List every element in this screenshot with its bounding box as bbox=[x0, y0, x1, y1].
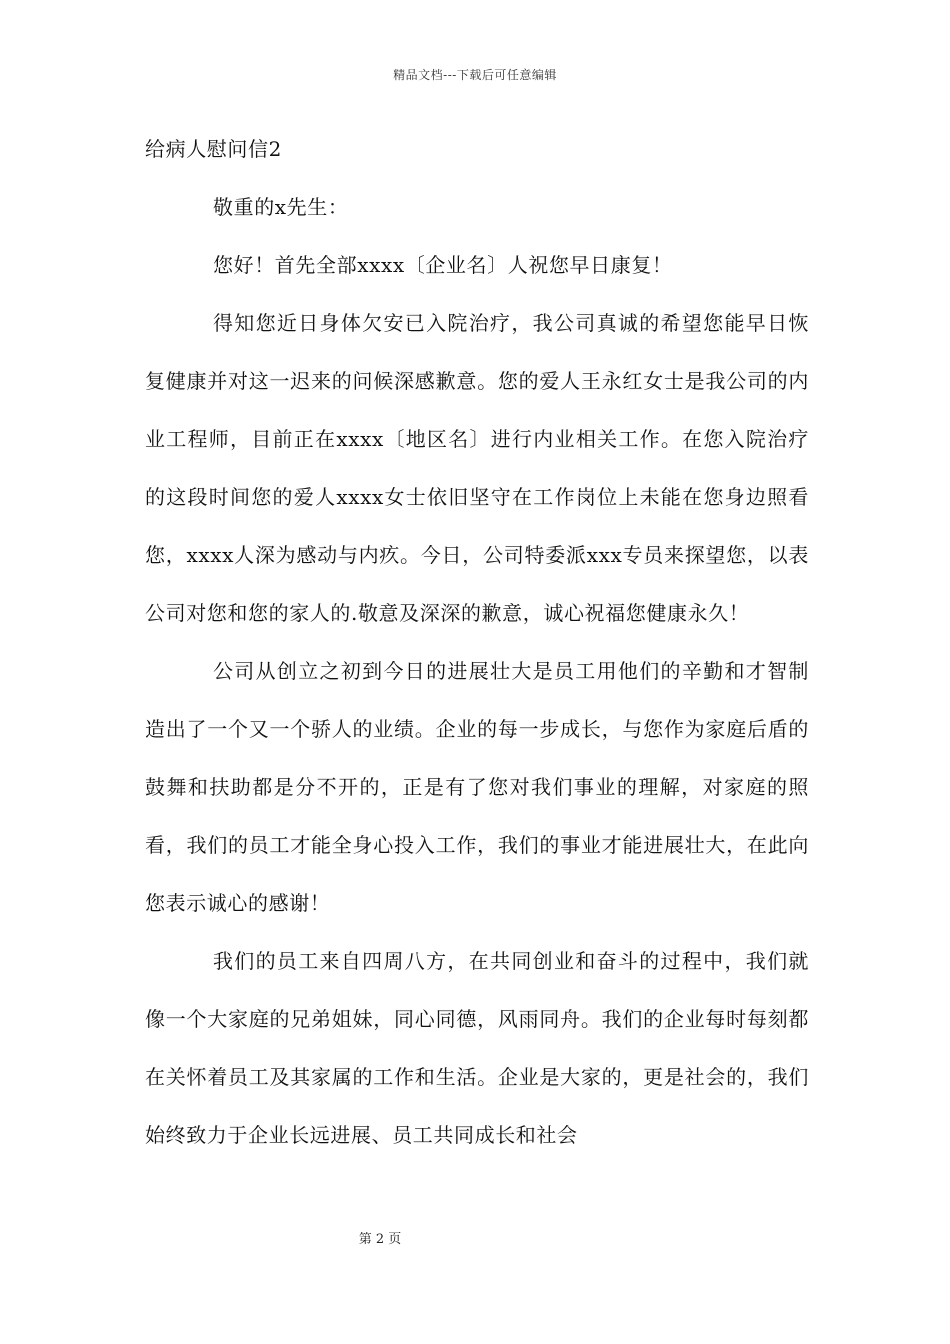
page-number: 第 2 页 bbox=[358, 1232, 402, 1247]
letter-body bbox=[145, 120, 809, 1164]
letter-salutation: 敬重的x先生： bbox=[213, 195, 349, 219]
letter-greeting: 您好！首先全部xxxx〔企业名〕人祝您早日康复！ bbox=[213, 253, 673, 277]
page-header: 精品文档---下载后可任意编辑 bbox=[393, 68, 557, 82]
letter-paragraph: 公司从创立之初到今日的进展壮大是员工用他们的辛勤和才智制造出了一个又一个骄人的业绩。企业的每一步成长，与您作为家庭后盾的鼓舞和扶助都是分不开的，正是有了您对我们事业的理解，对家庭的照看，我们的员工才能全身心投入工作，我们的事业才能进展壮大，在此向您表示诚心的感谢！ bbox=[145, 659, 809, 915]
letter-paragraph: 我们的员工来自四周八方，在共同创业和奋斗的过程中，我们就像一个大家庭的兄弟姐妹，同心同德，风雨同舟。我们的企业每时每刻都在关怀着员工及其家属的工作和生活。企业是大家的，更是社会的，我们始终致力于企业长远进展、员工共同成长和社会 bbox=[145, 949, 809, 1147]
letter-title: 给病人慰问信2 bbox=[145, 137, 282, 161]
letter-paragraph: 得知您近日身体欠安已入院治疗，我公司真诚的希望您能早日恢复健康并对这一迟来的问候深感歉意。您的爱人王永红女士是我公司的内业工程师，目前正在xxxx〔地区名〕进行内业相关工作。在您入院治疗的这段时间您的爱人xxxx女士依旧坚守在工作岗位上未能在您身边照看您，xxxx人深为感动与内疚。今日，公司特委派xxx专员来探望您，以表公司对您和您的家人的.敬意及深深的歉意，诚心祝福您健康永久！ bbox=[145, 311, 809, 625]
